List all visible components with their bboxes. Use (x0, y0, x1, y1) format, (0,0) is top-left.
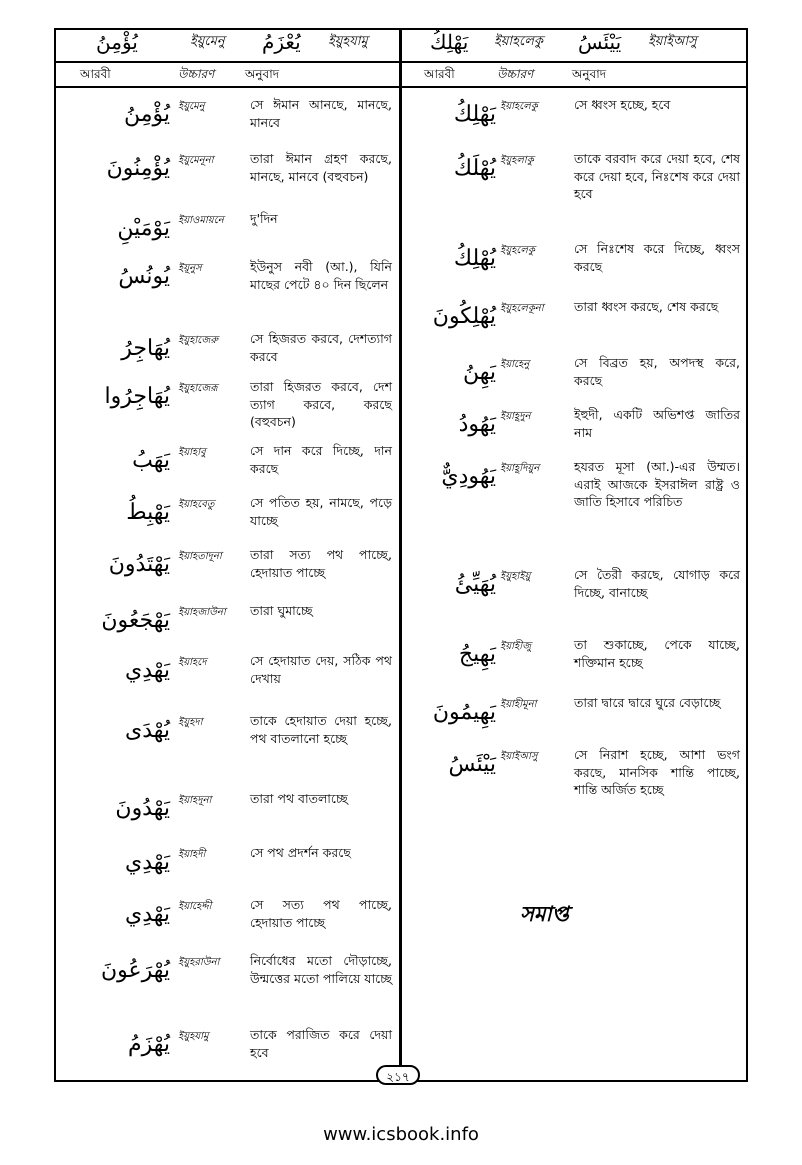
entry-meaning: ইহুদী, একটি অভিশপ্ত জাতির নাম (574, 407, 740, 440)
entry-pronunciation: ইয়ুহাজেরূ (178, 383, 218, 394)
entry-arabic: يُهْلَكُ (453, 156, 496, 181)
entry-meaning: তারা ঘুমাচ্ছে (250, 603, 313, 618)
entry-arabic: يُهْرَعُونَ (100, 958, 170, 983)
entry-arabic: يُؤْمِنُ (123, 102, 170, 127)
entry-pronunciation: ইয়ুহাইয়ু (500, 571, 531, 582)
column-header-rule (56, 86, 746, 88)
entry-arabic: يَهِيجُ (458, 642, 496, 667)
header-right-arabic-a: يَهْلِكُ (430, 30, 469, 54)
entry-pronunciation: ইয়াওমায়নে (178, 215, 224, 226)
header-right-arabic-b: يَيْئَسُ (578, 30, 622, 54)
entry-meaning: সে হিজরত করবে, দেশত্যাগ করবে (250, 331, 392, 364)
entry-pronunciation: ইয়ুহলাকু (500, 155, 534, 166)
entry-arabic: يَيْئَسُ (448, 752, 496, 777)
entry-pronunciation: ইয়াহীজু (500, 641, 532, 652)
footer-url: www.icsbook.info (323, 1124, 479, 1145)
entry-arabic: يُهَاجِرُوا (104, 384, 170, 409)
entry-pronunciation: ইয়াইআসু (500, 751, 538, 762)
page-number: ২১৭ (376, 1065, 420, 1085)
entry-arabic: يُهْلِكُونَ (432, 304, 496, 329)
entry-meaning: সে দান করে দিচ্ছে, দান করছে (250, 443, 392, 476)
entry-pronunciation: ইয়ুহলেকূনা (500, 303, 544, 314)
entry-arabic: يَهْلِكُ (453, 102, 496, 127)
entry-pronunciation: ইয়ুহাজেরু (178, 335, 218, 346)
entry-meaning: সে তৈরী করছে, যোগাড় করে দিচ্ছে, বানাচ্ছে (574, 567, 740, 600)
entry-arabic: يُهْزَمُ (127, 1032, 170, 1057)
entry-pronunciation: ইয়ুমেনূনা (178, 155, 214, 166)
entry-arabic: يَهْدِي (124, 850, 170, 875)
entry-meaning: সে নিঃশেষ করে দিচ্ছে, ধ্বংস করছে (574, 241, 740, 274)
entry-meaning: সে পথ প্রদর্শন করছে (250, 845, 351, 860)
entry-meaning: সে নিরাশ হচ্ছে, আশা ভংগ করছে, মানসিক শান্তি পাচ্ছে, শান্তি অর্জিত হচ্ছে (574, 747, 740, 797)
header-right-pron-b: ইয়াইআসু (648, 34, 697, 49)
entry-meaning: নির্বোধের মতো দৌড়াচ্ছে, উন্মত্তের মতো পালিয়ে যাচ্ছে (250, 953, 392, 986)
entry-pronunciation: ইয়াহলেকু (500, 101, 538, 112)
entry-meaning: তারা দ্বারে দ্বারে ঘুরে বেড়াচ্ছে (574, 695, 721, 710)
entry-arabic: يَهَبُ (132, 448, 170, 473)
col-header-arabic-right: আরবী (424, 67, 455, 81)
col-header-meaning-left: অনুবাদ (245, 67, 280, 81)
entry-arabic: يَهْدِي (124, 902, 170, 927)
entry-pronunciation: ইয়াহাবু (178, 447, 206, 458)
entry-arabic: يُهْلِكُ (453, 246, 496, 271)
end-mark: সমাপ্ত (520, 902, 569, 926)
col-header-arabic-left: আরবী (80, 67, 111, 81)
entry-pronunciation: ইয়ুহরাউনা (178, 957, 220, 968)
header-right-pron-a: ইয়াহলেকু (494, 34, 544, 49)
entry-meaning: সে ঈমান আনছে, মানছে, মানবে (250, 97, 392, 130)
entry-pronunciation: ইয়াহবেতু (178, 499, 215, 510)
col-header-pron-right: উচ্চারণ (497, 67, 534, 81)
entry-arabic: يَهْجَعُونَ (101, 608, 170, 633)
col-header-pron-left: উচ্চারণ (178, 67, 215, 81)
entry-meaning: তাকে পরাজিত করে দেয়া হবে (250, 1027, 392, 1060)
entry-pronunciation: ইয়াহদী (178, 849, 206, 860)
entry-pronunciation: ইয়াহেদ্দী (178, 901, 212, 912)
entry-arabic: يَوْمَيْنِ (117, 216, 170, 241)
column-divider (399, 30, 402, 1068)
entry-arabic: يَهُودُ (458, 412, 496, 437)
entry-pronunciation: ইয়াহূদুন (500, 411, 531, 422)
entry-meaning: সে হেদায়াত দেয়, সঠিক পথ দেখায় (250, 653, 392, 686)
entry-arabic: يَهُودِيٌّ (441, 464, 496, 489)
entry-pronunciation: ইয়ুহদা (178, 717, 203, 728)
entry-pronunciation: ইয়াহতাদূনা (178, 551, 222, 562)
entry-meaning: সে ধ্বংস হচ্ছে, হবে (574, 97, 671, 112)
entry-pronunciation: ইয়াহজাউনা (178, 607, 226, 618)
entry-arabic: يُهَاجِرُ (121, 336, 170, 361)
entry-pronunciation: ইয়াহদূনা (178, 795, 212, 806)
entry-pronunciation: ইয়াহূদিয়ুন (500, 463, 540, 474)
entry-pronunciation: ইয়ূনুস (178, 263, 202, 274)
entry-meaning: সে বিব্রত হয়, অপদস্থ করে, করছে (574, 355, 740, 388)
entry-arabic: يَهْدُونَ (115, 796, 170, 821)
entry-arabic: يَهْدِي (124, 658, 170, 683)
entry-meaning: সে সত্য পথ পাচ্ছে, হেদায়াত পাচ্ছে (250, 897, 392, 930)
entry-pronunciation: ইয়াহীমূনা (500, 699, 537, 710)
entry-arabic: يَهْبِطُ (126, 500, 170, 525)
entry-meaning: তাকে হেদায়াত দেয়া হচ্ছে, পথ বাতলানো হচ্ছে (250, 713, 392, 746)
entry-pronunciation: ইয়ুহলেকু (500, 245, 535, 256)
entry-meaning: হযরত মূসা (আ.)-এর উম্মত। এরাই আজকে ইসরাঈল রাষ্ট্র ও জাতি হিসাবে পরিচিত (574, 459, 740, 509)
header-rule (56, 61, 746, 63)
col-header-meaning-right: অনুবাদ (572, 67, 607, 81)
entry-arabic: يُهْدَى (124, 718, 170, 743)
entry-arabic: يُؤْمِنُونَ (106, 156, 170, 181)
entry-arabic: يُونُسُ (118, 264, 170, 289)
entry-meaning: তারা হিজরত করবে, দেশ ত্যাগ করবে, করছে (বহুবচন) (250, 379, 392, 429)
entry-arabic: يَهِيمُونَ (432, 700, 496, 725)
entry-meaning: তারা ধ্বংস করছে, শেষ করছে (574, 299, 719, 314)
entry-meaning: সে পতিত হয়, নামছে, পড়ে যাচ্ছে (250, 495, 392, 528)
entry-meaning: তারা পথ বাতলাচ্ছে (250, 791, 348, 806)
entry-meaning: তারা ঈমান গ্রহণ করছে, মানছে, মানবে (বহুবচন) (250, 151, 392, 184)
entry-meaning: তারা সত্য পথ পাচ্ছে, হেদায়াত পাচ্ছে (250, 547, 392, 580)
header-left-pron-b: ইয়ুহযামু (328, 34, 368, 49)
header-left-pron-a: ইয়ুমেনু (190, 34, 225, 49)
entry-meaning: ইউনুস নবী (আ.), যিনি মাছের পেটে ৪০ দিন ছিলেন (250, 259, 392, 292)
entry-pronunciation: ইয়াহেনু (500, 359, 530, 370)
header-left-arabic-a: يُؤْمِنُ (96, 30, 138, 54)
entry-arabic: يَهِنُ (462, 360, 496, 385)
entry-arabic: يُهَيِّئُ (454, 572, 496, 597)
entry-pronunciation: ইয়ুহযামু (178, 1031, 209, 1042)
header-left-arabic-b: يُعْزَمُ (262, 30, 301, 54)
entry-pronunciation: ইয়াহদে (178, 657, 207, 668)
entry-meaning: তাকে বরবাদ করে দেয়া হবে, শেষ করে দেয়া হবে, নিঃশেষ করে দেয়া হবে (574, 151, 740, 201)
entry-pronunciation: ইয়ুমেনু (178, 101, 205, 112)
entry-meaning: দু'দিন (250, 211, 278, 226)
entry-arabic: يَهْتَدُونَ (108, 552, 170, 577)
entry-meaning: তা শুকাচ্ছে, পেকে যাচ্ছে, শক্তিমান হচ্ছে (574, 637, 740, 670)
